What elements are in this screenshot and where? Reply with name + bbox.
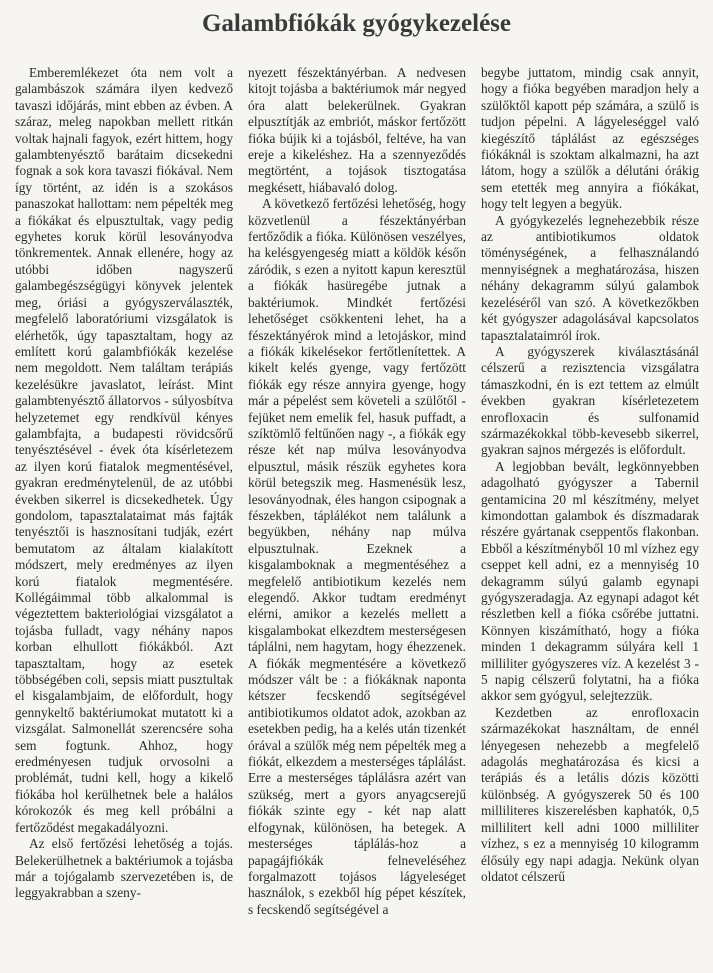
paragraph: A gyógykezelés legnehezebbik része az antibiotikumos oldatok töménységének, a felhasználandó mennyiségnek a meghatározása, hiszen néhány dekagramm súlyú galambok kezeléséről van szó. A következőkben két gyógyszer adagolásával kapcsolatos tapasztalataimról írok. (481, 212, 699, 343)
paragraph: A legjobban bevált, legkönnyebben adagolható gyógyszer a Tabernil gentamicina 20 ml készítmény, melyet kimondottan galambok és díszmadarak részére gyártanak cseppentős flakonban. Ebből a készítményből 10 ml vízhez egy cseppet kell adni, ez a mennyiség 10 dekagramm súlyú galamb egynapi gyógyszeradagja. Az egynapi adagot két részletben kell a fióka csőrébe juttatni. Könnyen kiszámítható, hogy a fióka minden 1 dekagramm súlyára kell 1 milliliter gyógyszeres víz. A kezelést 3 - 5 napig célszerű folytatni, ha a fióka akkor sem gyógyul, selejtezzük. (481, 458, 699, 704)
article-title: Galambfiókák gyógykezelése (201, 10, 511, 37)
paragraph: nyezett fészektányérban. A nedvesen kitojt tojásba a baktériumok már negyed óra alatt belekerülnek. Gyakran elpusztítják az embriót, máskor fertőzött fióka bújik ki a tojásból, feltéve, ha van ereje a kikeléshez. Ha a szennyeződés megtörtént, a tojások tisztogatása megkésett, hiábavaló dolog. (248, 65, 466, 195)
text-column-3 (481, 65, 699, 885)
text-column-2 (248, 65, 466, 918)
paragraph: Az első fertőzési lehetőség a tojás. Belekerülhetnek a baktériumok a tojásba már a tojógalamb szervezetében is, de leggyakrabban a szeny- (15, 836, 233, 901)
paragraph: A gyógyszerek kiválasztásánál célszerű a rezisztencia vizsgálatra támaszkodni, én is ezt tettem az elmúlt években gyakran kísérletezetem enrofloxacin és sulfonamid származékokkal több-kevesebb sikerrel, gyakran sajnos mérgezés is előfordult. (481, 343, 699, 458)
paragraph: A következő fertőzési lehetőség, hogy közvetlenül a fészektányérban fertőződik a fióka. Különösen veszélyes, ha kelésgyengeség miatt a köldök későn záródik, s ezen a nyitott kapun keresztül a fiókák hasüregébe jutnak a baktériumok. Mindkét fertőzési lehetőséget csökkenteni lehet, ha a fészektányérok mind a letojáskor, mind a fiókák kikelésekor fertőtlenítettek. A kikelt kelés gyenge, vagy fertőzött fiókák egy része annyira gyenge, hogy már a pépelést sem követeli a szülőtől - fejüket nem emelik fel, hasuk puffadt, a szíktömlő feltűnően nagy -, a fiókák egy része két nap múlva lesoványodva elpusztul, másik részük egyhetes kora körül betegszik meg. Hasmenésük lesz, lesoványodnak, éles hangon csipognak a fészekben, táplálékot nem találunk a begyükben, néhány nap múlva elpusztulnak. Ezeknek a kisgalamboknak a megmentéséhez a megfelelő antibiotikum kezelés nem elegendő. Akkor tudtam eredményt elérni, amikor a kezelés mellett a kisgalambokat elkezdtem mesterségesen táplálni, nem hagytam, hogy éhezzenek. A fiókák megmentésére a következő módszer vált be : a fiókáknak naponta kétszer fecskendő segítségével antibiotikumos oldatot adok, azokban az esetekben pedig, ha a kelés után tizenkét órával a szülők még nem pépelték meg a fiókát, elkezdem a mesterséges táplálást. Erre a mesterséges táplálásra azért van szükség, mert a gyors anyagcserejű fiókák szinte egy - két nap alatt elfogynak, különösen, ha betegek. A mesterséges táplálás-hoz a papagájfiókák felneveléséhez forgalmazott tojásos lágyeleséget használok, s ezekből híg pépet készítek, s fecskendő segítségével a (248, 196, 466, 917)
text-column-1 (15, 65, 233, 902)
paragraph: Kezdetben az enrofloxacin származékokat használtam, de ennél lényegesen nehezebb a megfelelő adagolás meghatározása és kicsi a terápiás és a letális dózis közötti különbség. A gyógyszerek 50 és 100 milliliteres kiszerelésben kaphatók, 0,5 millilitert kell adni 1000 milliliter vízhez, s ez a mennyiség 10 kilogramm élősúly egy napi adagja. Nekünk olyan oldatot célszerű (481, 704, 699, 884)
paragraph: Emberemlékezet óta nem volt a galambászok számára ilyen kedvező tavaszi időjárás, mint ebben az évben. A száraz, meleg napokban mellett ritkán voltak hajnali fagyok, ezért hittem, hogy galambtenyésztő barátaim dicsekedni fognak a sok kora tavaszi fiókával. Nem így történt, az idén is a szokásos panaszokat hallottam: nem pépelték meg a fiókákat és elpusztultak, vagy pedig egyhetes koruk körül lesoványodva tönkrementek. Annak ellenére, hogy az utóbbi időben nagyszerű galambegészségügyi könyvek jelentek meg, óriási a gyógyszerválaszték, megfelelő laboratóriumi vizsgálatok is elérhetők, úgy tapasztaltam, hogy az említett korú galambfiókák kezelése nem megoldott. Nem találtam terápiás kezelésükre javaslatot, leírást. Mint galambtenyésztő állatorvos - súlyosbítva helyzetemet egy rendkívül kényes galambfajta, a budapesti rövidcsőrű tenyésztésével - évek óta kísérletezem az ilyen korú fiatalok megmentésével, gyakran eredménytelenül, de az utóbbi években sikerrel is dicsekedhetek. Úgy gondolom, tapasztalataimat más fajták tenyésztői is hasznosítani tudják, ezért bemutatom az általam kialakított módszert, mely eredményes az ilyen korú fiatalok megmentésére. Kollégáimmal több alkalommal is végeztettem bakteriológiai vizsgálatot a tojásba fulladt, vagy néhány napos korban elhullott fiókákból. Azt tapasztaltam, hogy az esetek többségében coli, sepsis miatt pusztultak el kisgalambjaim, de előfordult, hogy gennykeltő baktériumokat mutatott ki a vizsgálat. Salmonellát szerencsére soha sem fogtunk. Ahhoz, hogy eredményesen tudjuk orvosolni a problémát, tudni kell, hogy a kikelő fiókába hol kerülhetnek bele a halálos kórokozók és meg kell próbálni a fertőződést megakadályozni. (15, 65, 233, 835)
paragraph: begybe juttatom, mindig csak annyit, hogy a fióka begyében maradjon hely a szülőktől kapott pép számára, a szülő is tudjon pépelni. A lágyeleséggel való kiegészítő táplálást az egészséges fiókáknál is szoktam alkalmazni, ha azt látom, hogy a szülők a délutáni órákig sem etették meg annyira a fiókákat, hogy telt legyen a begyük. (481, 65, 699, 212)
